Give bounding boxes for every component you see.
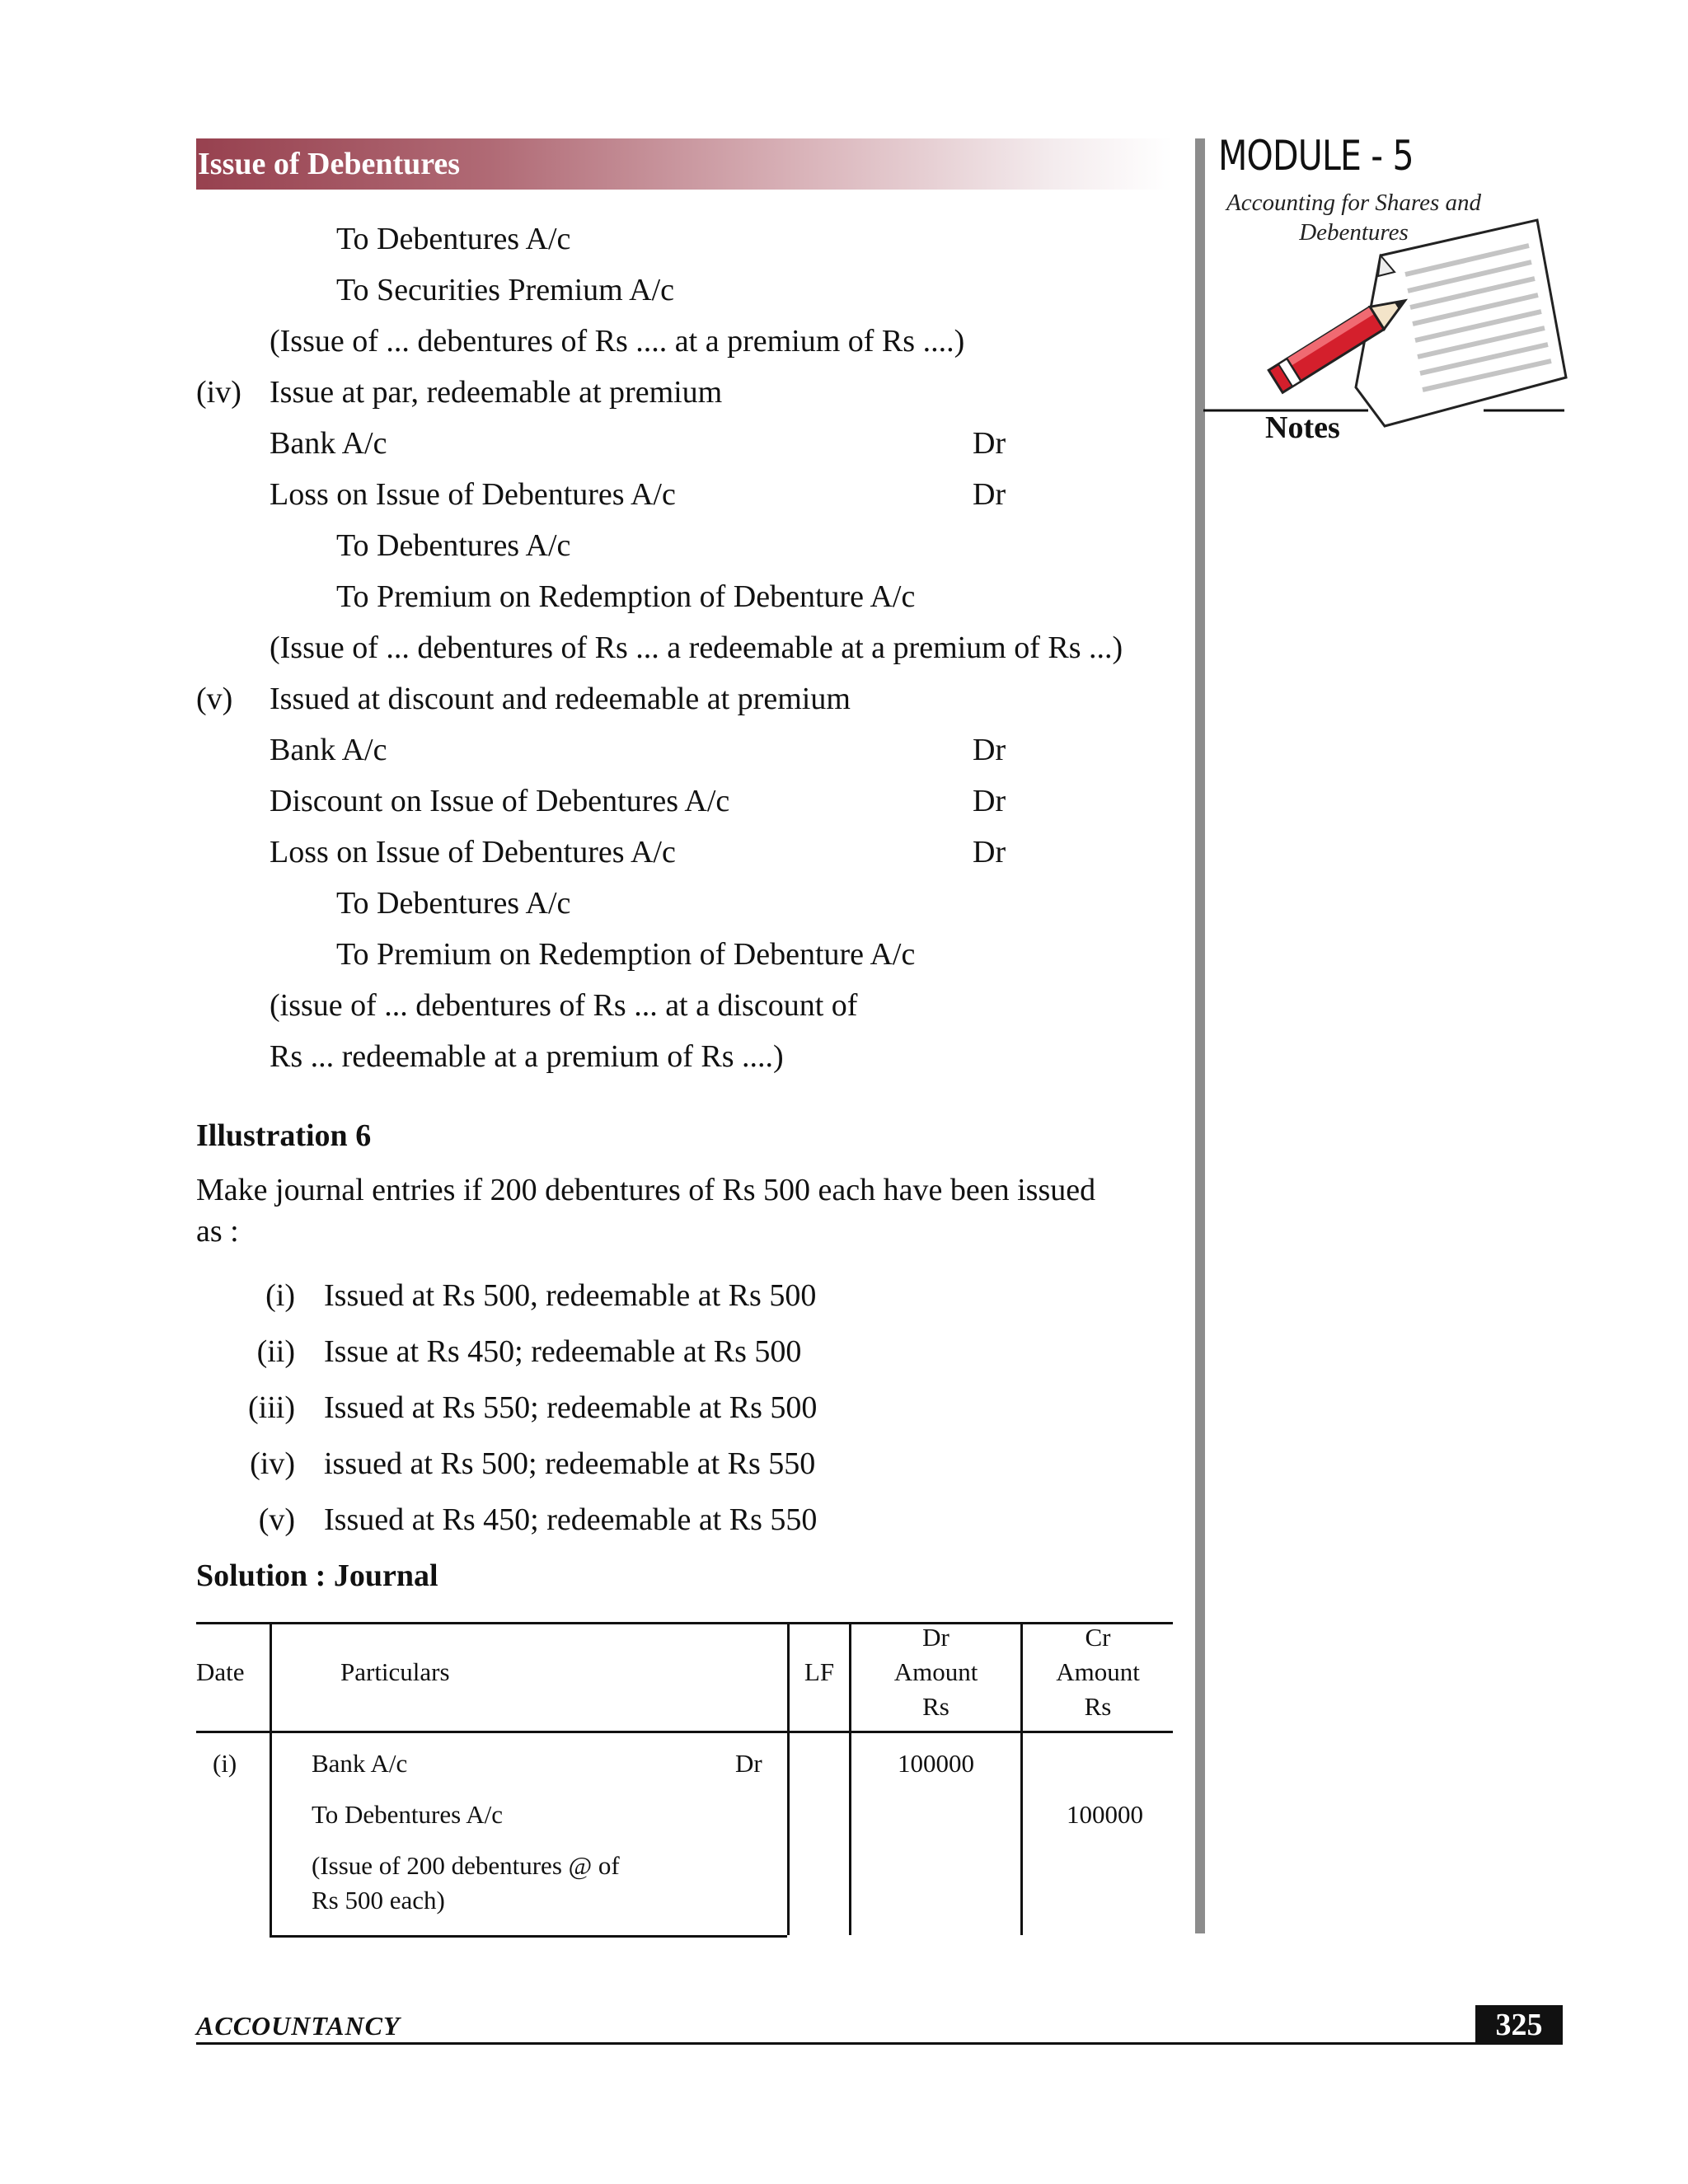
item-number: (iv) [250,1446,295,1481]
row-dr-label: Dr [735,1749,762,1778]
item-text: Issued at Rs 550; redeemable at Rs 500 [324,1390,818,1425]
row-credit-account: To Debentures A/c [312,1800,503,1829]
item-text: Issued at Rs 500, redeemable at Rs 500 [324,1278,817,1313]
entry-line: Bank A/c [270,733,387,767]
entry-line: Loss on Issue of Debentures A/c [270,835,676,869]
section-header-band [196,138,1173,190]
solution-heading: Solution : Journal [196,1558,438,1593]
notes-label: Notes [1265,410,1340,445]
table-column-rule [270,1622,272,1938]
item-number: (i) [265,1278,295,1313]
case-title: Issued at discount and redeemable at premium [270,682,851,716]
module-title: MODULE - 5 [1218,132,1414,180]
narration-line: (Issue of ... debentures of Rs ... a redeemable at a premium of Rs ...) [270,630,1123,665]
question-text: as : [196,1214,239,1249]
entry-line: To Debentures A/c [336,528,571,563]
entry-line: To Debentures A/c [336,886,571,921]
module-subtitle: Accounting for Shares and Debentures [1226,190,1482,246]
dr-label: Dr [973,733,1006,767]
column-header-particulars: Particulars [340,1657,450,1686]
narration-line: Rs ... redeemable at a premium of Rs ....) [270,1039,784,1074]
illustration-heading: Illustration 6 [196,1118,372,1153]
item-number: (ii) [256,1334,295,1369]
question-text: Make journal entries if 200 debentures of Rs 500 each have been issued [196,1173,1096,1207]
row-dr-amount: 100000 [898,1749,974,1778]
case-number: (v) [196,682,233,716]
item-number: (iii) [248,1390,295,1425]
dr-label: Dr [973,426,1006,461]
notes-pencil-illustration [1203,210,1574,441]
item-text: Issue at Rs 450; redeemable at Rs 500 [324,1334,802,1369]
item-text: issued at Rs 500; redeemable at Rs 550 [324,1446,816,1481]
row-narration: Rs 500 each) [312,1886,445,1915]
table-bottom-rule [270,1935,787,1938]
row-debit-account: Bank A/c [312,1749,408,1778]
row-narration: (Issue of 200 debentures @ of [312,1851,620,1880]
header-text: Rs [1084,1692,1112,1721]
footer-rule [196,2042,1563,2045]
narration-line: (Issue of ... debentures of Rs .... at a premium of Rs ....) [270,324,965,359]
dr-label: Dr [973,477,1006,512]
row-date: (i) [213,1749,237,1778]
entry-line: Discount on Issue of Debentures A/c [270,784,730,818]
header-text: Amount [893,1657,978,1686]
header-text: Rs [922,1692,950,1721]
item-number: (v) [258,1502,295,1537]
entry-line: To Debentures A/c [336,222,571,256]
item-text: Issued at Rs 450; redeemable at Rs 550 [324,1502,818,1537]
dr-label: Dr [973,835,1006,869]
column-header-lf: LF [804,1657,835,1686]
entry-line: To Securities Premium A/c [336,273,675,307]
dr-label: Dr [973,784,1006,818]
header-text: Dr [922,1623,950,1652]
header-text: Cr [1085,1623,1111,1652]
entry-line: Bank A/c [270,426,387,461]
entry-line: To Premium on Redemption of Debenture A/c [336,579,916,614]
section-title: Issue of Debentures [198,147,461,181]
page-number: 325 [1495,2008,1543,2042]
table-header-rule [196,1731,1173,1733]
case-number: (iv) [196,375,241,410]
footer-subject: ACCOUNTANCY [196,2011,401,2041]
case-title: Issue at par, redeemable at premium [270,375,723,410]
row-cr-amount: 100000 [1067,1800,1143,1829]
entry-line: To Premium on Redemption of Debenture A/c [336,937,916,972]
narration-line: (issue of ... debentures of Rs ... at a discount of [270,988,858,1023]
column-header-date: Date [196,1657,245,1686]
header-text: Amount [1056,1657,1140,1686]
entry-line: Loss on Issue of Debentures A/c [270,477,676,512]
